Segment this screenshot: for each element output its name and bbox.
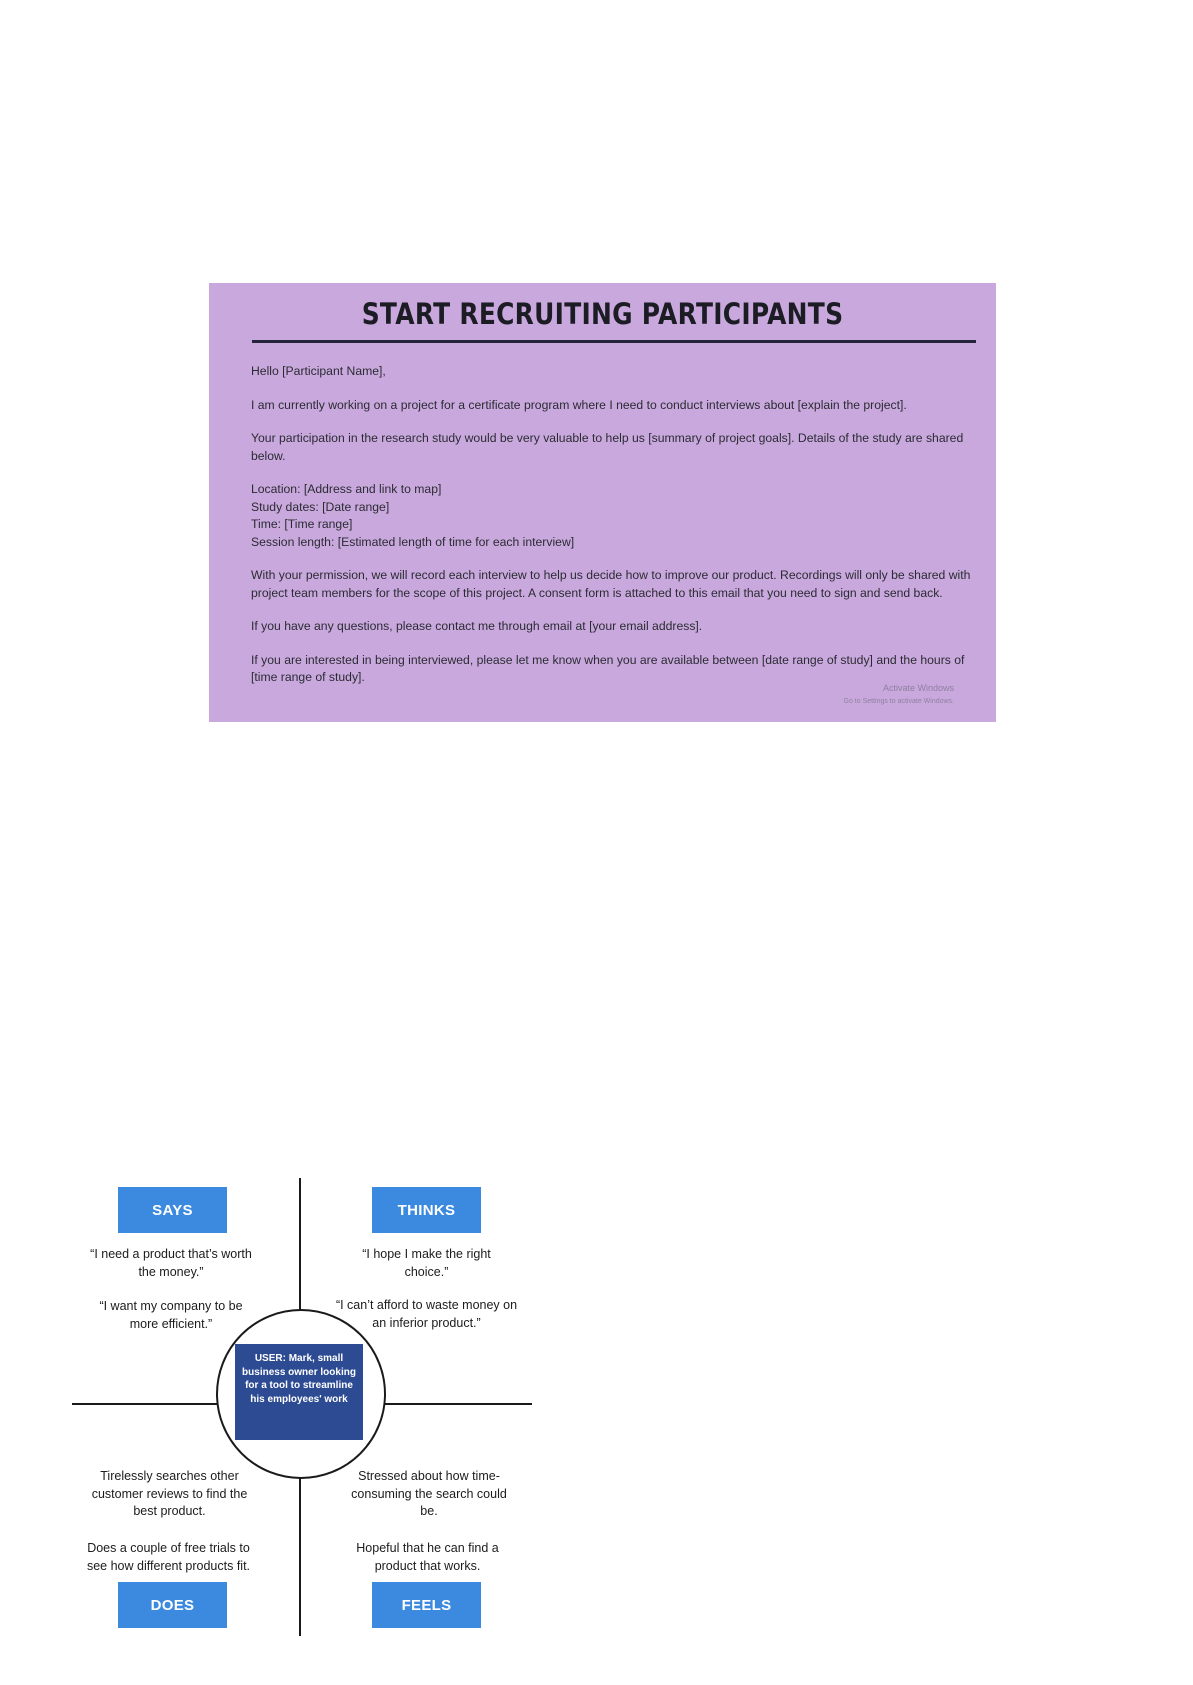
- activation-watermark: [844, 682, 955, 708]
- slide-title: START RECRUITING PARTICIPANTS: [361, 297, 844, 331]
- detail-study-dates: Study dates: [Date range]: [251, 499, 390, 514]
- feels-text-2: Hopeful that he can find a product that works.: [356, 1541, 499, 1573]
- watermark-title: Activate Windows: [882, 683, 954, 693]
- title-divider: [252, 340, 976, 343]
- email-paragraph-5: If you are interested in being interviewed, please let me know when you are available between [date range of study] and the hours of [time range of study].: [251, 652, 965, 684]
- email-paragraph-1: I am currently working on a project for a certificate program where I need to conduct interviews about [explain the project].: [251, 397, 907, 412]
- detail-time: Time: [Time range]: [251, 517, 353, 531]
- does-text-2: Does a couple of free trials to see how different products fit.: [86, 1541, 251, 1573]
- email-template-body: [251, 363, 982, 703]
- says-label: SAYS: [118, 1187, 227, 1233]
- says-quote-1: “I need a product that’s worth the money.”: [90, 1247, 252, 1279]
- thinks-quote-1: “I hope I make the right choice.”: [362, 1247, 491, 1279]
- watermark-subtitle: Go to Settings to activate Windows.: [843, 698, 954, 705]
- study-details: [251, 481, 982, 551]
- email-paragraph-3: With your permission, we will record each interview to help us decide how to improve our product. Recordings will only be shared with project team members for the scope of this project. A consent form is attached to this email that you need to sign and send back.: [251, 568, 971, 600]
- user-box: USER: Mark, small business owner looking for a tool to streamline his employees' work: [235, 1344, 363, 1440]
- thinks-quote-2: “I can’t afford to waste money on an inferior product.”: [335, 1298, 518, 1330]
- does-text-1: Tirelessly searches other customer reviews to find the best product.: [91, 1469, 248, 1518]
- does-label: DOES: [118, 1582, 227, 1628]
- email-paragraph-4: If you have any questions, please contact me through email at [your email address].: [251, 619, 703, 633]
- email-greeting: Hello [Participant Name],: [251, 364, 386, 378]
- recruiting-slide: [209, 283, 996, 722]
- feels-text-1: Stressed about how time-consuming the search could be.: [351, 1469, 507, 1518]
- email-paragraph-2: Your participation in the research study would be very valuable to help us [summary of project goals]. Details of the study are shared below.: [251, 431, 964, 463]
- thinks-label: THINKS: [372, 1187, 481, 1233]
- feels-label: FEELS: [372, 1582, 481, 1628]
- empathy-map: [72, 1178, 532, 1642]
- detail-location: Location: [Address and link to map]: [251, 482, 442, 496]
- detail-session-length: Session length: [Estimated length of time for each interview]: [251, 534, 575, 549]
- says-quote-2: “I want my company to be more efficient.”: [99, 1299, 243, 1331]
